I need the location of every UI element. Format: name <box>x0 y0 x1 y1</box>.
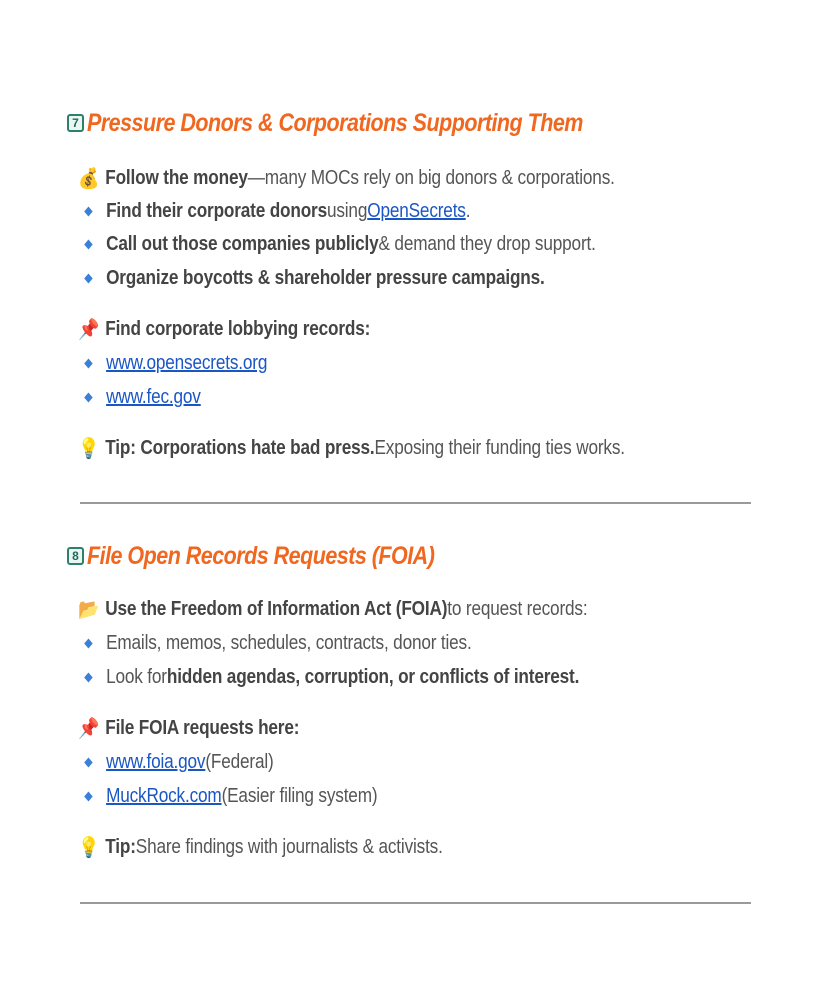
list-item: www.foia.gov (Federal) <box>82 749 274 775</box>
diamond-bullet-icon <box>84 358 93 368</box>
diamond-bullet-icon <box>84 392 93 402</box>
section-title: Pressure Donors & Corporations Supporting Them <box>87 108 583 137</box>
diamond-bullet-icon <box>84 239 93 249</box>
section-divider <box>80 902 751 904</box>
intro-line: 📂 Use the Freedom of Information Act (FOIA) to request records: <box>76 596 587 622</box>
fec-gov-link[interactable]: www.fec.gov <box>106 385 201 408</box>
lightbulb-icon: 💡 <box>78 437 100 460</box>
list-item: Look for hidden agendas, corruption, or conflicts of interest. <box>82 664 579 690</box>
diamond-bullet-icon <box>84 638 93 648</box>
opensecrets-link[interactable]: OpenSecrets <box>367 199 466 222</box>
section-7-heading <box>67 107 664 139</box>
tip-line: 💡 Tip: Share findings with journalists & activists. <box>76 834 443 860</box>
tip-line: 💡 Tip: Corporations hate bad press. Exposing their funding ties works. <box>76 435 625 461</box>
pushpin-icon: 📌 <box>78 717 100 740</box>
diamond-bullet-icon <box>84 791 93 801</box>
list-item: Call out those companies publicly & demand they drop support. <box>82 231 596 257</box>
lightbulb-icon: 💡 <box>78 836 100 859</box>
list-item: Find their corporate donors using OpenSecrets . <box>82 198 470 224</box>
list-item <box>82 384 201 410</box>
section-8-heading <box>67 540 491 572</box>
list-item <box>82 350 267 376</box>
list-item: Emails, memos, schedules, contracts, donor ties. <box>82 630 472 656</box>
section-title: File Open Records Requests (FOIA) <box>87 541 435 570</box>
keycap-7-icon: 7 <box>67 114 84 132</box>
diamond-bullet-icon <box>84 672 93 682</box>
section-divider <box>80 502 751 504</box>
money-bag-icon: 💰 <box>78 167 100 190</box>
list-item: Organize boycotts & shareholder pressure campaigns. <box>82 265 545 291</box>
resources-label: 📌 File FOIA requests here: <box>76 715 299 741</box>
pushpin-icon: 📌 <box>78 318 100 341</box>
intro-line: 💰 Follow the money —many MOCs rely on big donors & corporations. <box>76 165 615 191</box>
muckrock-link[interactable]: MuckRock.com <box>106 784 222 807</box>
folder-icon: 📂 <box>78 598 100 621</box>
diamond-bullet-icon <box>84 273 93 283</box>
foia-gov-link[interactable]: www.foia.gov <box>106 750 206 773</box>
diamond-bullet-icon <box>84 757 93 767</box>
keycap-8-icon: 8 <box>67 547 84 565</box>
diamond-bullet-icon <box>84 206 93 216</box>
opensecrets-org-link[interactable]: www.opensecrets.org <box>106 351 268 374</box>
resources-label: 📌 Find corporate lobbying records: <box>76 316 370 342</box>
list-item: MuckRock.com (Easier filing system) <box>82 783 377 809</box>
